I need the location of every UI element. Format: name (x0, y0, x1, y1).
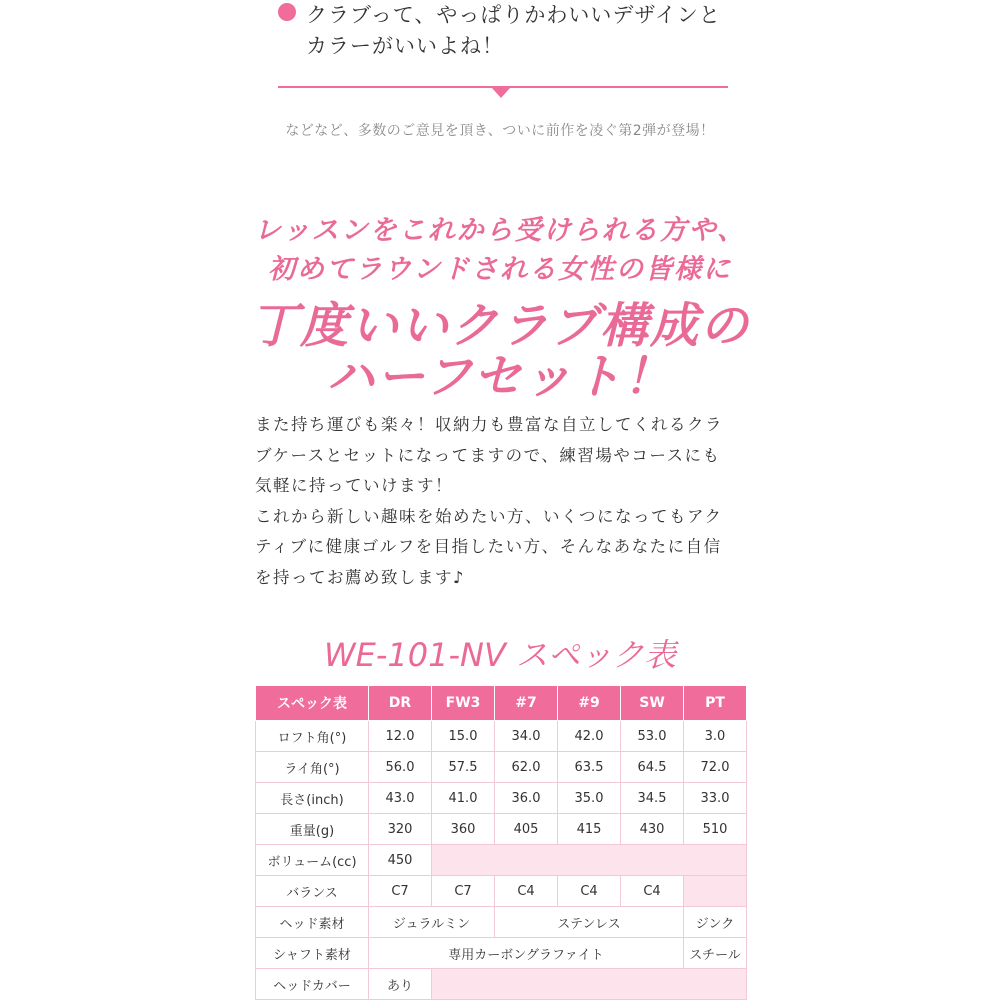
empty-cell (432, 969, 747, 1000)
table-cell: スチール (684, 938, 747, 969)
row-label: 長さ(inch) (256, 783, 369, 814)
table-row (256, 876, 747, 907)
bullet-line-1: クラブって、やっぱりかわいいデザインと (306, 3, 721, 27)
row-label: ライ角(°) (256, 752, 369, 783)
table-cell: 3.0 (684, 721, 747, 752)
row-label: ボリューム(cc) (256, 845, 369, 876)
table-cell: C4 (621, 876, 684, 907)
row-label: バランス (256, 876, 369, 907)
header-cell: PT (684, 686, 747, 721)
headline-line-4: ハーフセット！ (326, 349, 674, 405)
row-label: ヘッド素材 (256, 907, 369, 938)
table-cell: 41.0 (432, 783, 495, 814)
spec-header-row (256, 686, 747, 721)
header-cell: DR (369, 686, 432, 721)
table-row (256, 783, 747, 814)
table-row (256, 845, 747, 876)
table-cell: 34.0 (495, 721, 558, 752)
table-row (256, 969, 747, 1000)
table-row (256, 938, 747, 969)
table-cell: 415 (558, 814, 621, 845)
table-cell: C7 (432, 876, 495, 907)
description-line: また持ち運びも楽々！収納力も豊富な自立してくれるクラ (255, 415, 723, 434)
description-line: これから新しい趣味を始めたい方、いくつになってもアク (255, 506, 723, 526)
table-cell: C4 (558, 876, 621, 907)
table-cell: 64.5 (621, 752, 684, 783)
table-cell: 510 (684, 814, 747, 845)
table-cell: 43.0 (369, 783, 432, 814)
description-line: ブケースとセットになってますので、練習場やコースにも (255, 445, 721, 465)
table-cell: ジュラルミン (369, 907, 495, 938)
table-cell: 320 (369, 814, 432, 845)
table-cell: C7 (369, 876, 432, 907)
table-cell: 36.0 (495, 783, 558, 814)
description-text (255, 410, 747, 593)
table-cell: 35.0 (558, 783, 621, 814)
bullet-line-2: カラーがいいよね！ (306, 34, 504, 58)
table-cell: 53.0 (621, 721, 684, 752)
header-cell: FW3 (432, 686, 495, 721)
headline-line-1: レッスンをこれから受けられる方や、 (253, 215, 747, 246)
table-cell: ステンレス (495, 907, 684, 938)
table-cell: 専用カーボングラファイト (369, 938, 684, 969)
table-cell: 450 (369, 845, 432, 876)
table-row (256, 814, 747, 845)
table-cell: 72.0 (684, 752, 747, 783)
table-row (256, 752, 747, 783)
table-cell: 62.0 (495, 752, 558, 783)
header-cell: #9 (558, 686, 621, 721)
table-cell: 33.0 (684, 783, 747, 814)
table-row (256, 721, 747, 752)
row-label: 重量(g) (256, 814, 369, 845)
empty-cell (684, 876, 747, 907)
table-row (256, 907, 747, 938)
table-cell: 360 (432, 814, 495, 845)
description-line: を持ってお薦め致します♪ (255, 567, 466, 587)
table-cell: 405 (495, 814, 558, 845)
table-cell: 34.5 (621, 783, 684, 814)
table-cell: 42.0 (558, 721, 621, 752)
description-line: ティブに健康ゴルフを目指したい方、そんなあなたに自信 (255, 537, 722, 556)
table-cell: 15.0 (432, 721, 495, 752)
table-cell: ジンク (684, 907, 747, 938)
bullet-dot-icon (278, 3, 296, 21)
spec-table-title: WE-101-NV スペック表 (323, 636, 677, 674)
header-cell: #7 (495, 686, 558, 721)
description-line: 気軽に持っていけます！ (255, 476, 453, 495)
empty-cell (432, 845, 747, 876)
divider-arrow-icon (492, 88, 510, 98)
row-label: ロフト角(°) (256, 721, 369, 752)
table-cell: 12.0 (369, 721, 432, 752)
intro-note: などなど、多数のご意見を頂き、ついに前作を凌ぐ第2弾が登場！ (285, 123, 715, 139)
spec-table (255, 685, 747, 1000)
table-cell: C4 (495, 876, 558, 907)
table-cell: 56.0 (369, 752, 432, 783)
table-cell: あり (369, 969, 432, 1000)
header-cell: スペック表 (256, 686, 369, 721)
header-cell: SW (621, 686, 684, 721)
row-label: シャフト素材 (256, 938, 369, 969)
table-cell: 57.5 (432, 752, 495, 783)
table-cell: 63.5 (558, 752, 621, 783)
bullet-text (306, 0, 746, 62)
headline-line-2: 初めてラウンドされる女性の皆様に (268, 254, 732, 285)
table-cell: 430 (621, 814, 684, 845)
headline-line-3: 丁度いいクラブ構成の (249, 298, 750, 354)
row-label: ヘッドカバー (256, 969, 369, 1000)
